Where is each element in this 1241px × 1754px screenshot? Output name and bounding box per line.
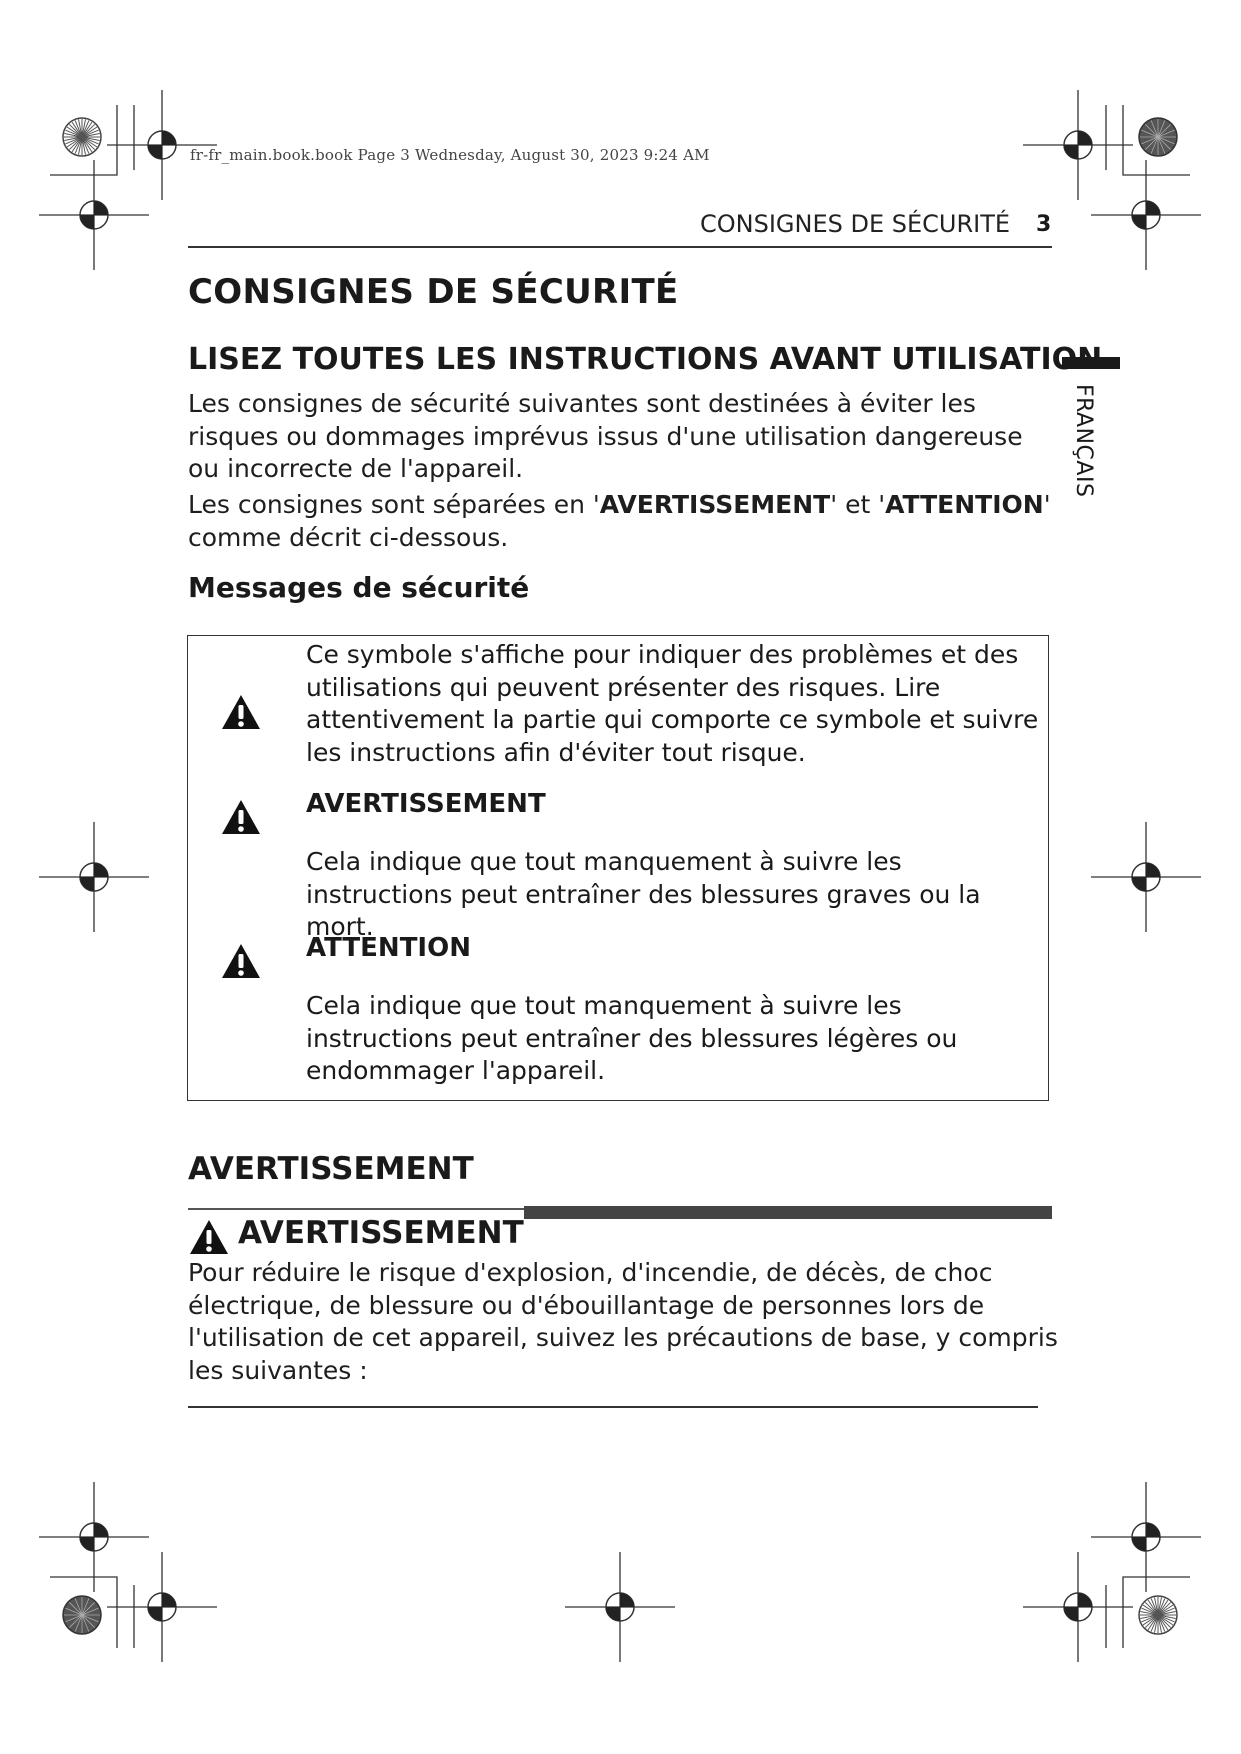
warning-triangle-icon: [188, 1218, 230, 1256]
warning-rule-thick: [524, 1206, 1052, 1219]
warning-block-end-rule: [188, 1406, 1038, 1408]
caution-term: ATTENTION: [885, 490, 1044, 519]
categories-text-after: ' comme décrit ci-dessous.: [188, 490, 1051, 552]
caution-label: ATTENTION: [306, 933, 471, 963]
warning-section-heading: AVERTISSEMENT: [188, 1151, 474, 1187]
warning-triangle-icon: [220, 693, 262, 731]
warning-term: AVERTISSEMENT: [599, 490, 831, 519]
caution-description: Cela indique que tout manquement à suivre les instructions peut entraîner des blessures légères ou endommager l'appareil.: [306, 991, 958, 1085]
warning-label: AVERTISSEMENT: [306, 789, 546, 819]
warning-block-title: AVERTISSEMENT: [238, 1215, 524, 1251]
language-tab-label: FRANÇAIS: [1071, 384, 1096, 498]
page-title: CONSIGNES DE SÉCURITÉ: [188, 272, 679, 312]
page-number: 3: [1036, 212, 1052, 237]
categories-text-between: ' et ': [830, 490, 886, 519]
warning-block-text: Pour réduire le risque d'explosion, d'incendie, de décès, de choc électrique, de blessure ou d'ébouillantage de personnes lors de l'utilisation de cet appareil, suivez les précautions de base, y compris les suivantes :: [188, 1258, 1058, 1385]
section-heading: LISEZ TOUTES LES INSTRUCTIONS AVANT UTILISATION: [188, 342, 1103, 377]
intro-paragraph: Les consignes de sécurité suivantes sont destinées à éviter les risques ou dommages imprévus issus d'une utilisation dangereuse ou incorrecte de l'appareil.: [188, 389, 1023, 483]
running-header-title: CONSIGNES DE SÉCURITÉ: [700, 210, 1011, 238]
print-file-info: fr-fr_main.book.book Page 3 Wednesday, August 30, 2023 9:24 AM: [190, 146, 710, 164]
categories-paragraph: [188, 489, 1058, 554]
categories-text-before: Les consignes sont séparées en ': [188, 490, 600, 519]
header-rule: [188, 246, 1052, 248]
messages-heading: Messages de sécurité: [188, 571, 530, 604]
symbol-description: Ce symbole s'affiche pour indiquer des problèmes et des utilisations qui peuvent présenter des risques. Lire attentivement la partie qui comporte ce symbole et suivre les instructions afin d'éviter tout risque.: [306, 640, 1039, 767]
warning-triangle-icon: [220, 798, 262, 836]
safety-messages-box: [187, 635, 1049, 1101]
warning-triangle-icon: [220, 942, 262, 980]
warning-rule-thin: [188, 1208, 524, 1210]
warning-description: Cela indique que tout manquement à suivre les instructions peut entraîner des blessures graves ou la mort.: [306, 847, 981, 941]
